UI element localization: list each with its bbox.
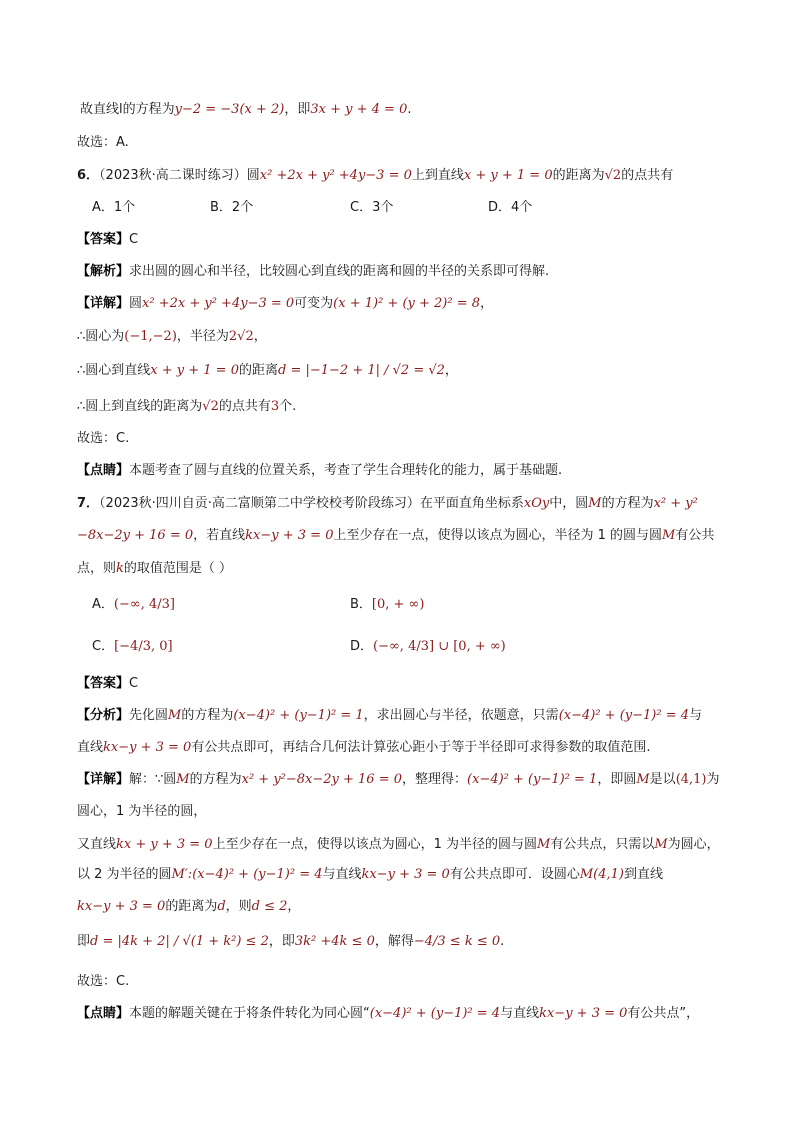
formula: (x−4)² + (y−1)² = 1 bbox=[233, 708, 364, 723]
text: 上至少存在一点，使得以该点为圆心，1 为半径的圆与圆 bbox=[212, 837, 537, 852]
text: 的点共有 bbox=[218, 399, 271, 414]
remark-line bbox=[77, 1005, 699, 1023]
text: 为 bbox=[706, 772, 720, 787]
option-c: C．3个 bbox=[350, 200, 394, 215]
detail-line bbox=[77, 836, 720, 854]
formula: (x−4)² + (y−1)² = 4 bbox=[369, 1006, 501, 1021]
formula: 3 bbox=[270, 399, 280, 414]
analysis-tag: 【分析】 bbox=[77, 708, 130, 723]
answer-value: C bbox=[129, 232, 139, 247]
formula: (−1,−2) bbox=[124, 329, 177, 344]
text: ∴圆上到直线的距离为 bbox=[77, 399, 203, 414]
solution-line bbox=[80, 101, 411, 119]
formula: √2 bbox=[202, 399, 219, 414]
text: 的方程为 bbox=[601, 496, 654, 511]
formula: M bbox=[537, 837, 551, 852]
formula: 3k² +4k ≤ 0 bbox=[294, 934, 375, 949]
detail-line bbox=[77, 771, 720, 789]
text: 又直线 bbox=[77, 837, 117, 852]
formula: d = |−1−2 + 1| / √2 = √2 bbox=[278, 363, 445, 378]
answer-line bbox=[77, 675, 138, 693]
answer-value: C bbox=[129, 676, 139, 691]
formula: d = |4k + 2| / √(1 + k²) ≤ 2 bbox=[90, 934, 269, 949]
option-a: A．1个 bbox=[92, 200, 136, 215]
text: 有公共点即可，再结合几何法计算弦心距小于等于半径即可求得参数的取值范围. bbox=[191, 740, 651, 755]
text: 解：∵圆 bbox=[129, 772, 177, 787]
text: ，则 bbox=[225, 899, 252, 914]
formula: 3x + y + 4 = 0 bbox=[310, 102, 408, 117]
choice-line bbox=[77, 430, 129, 448]
text: 的方程为 bbox=[181, 708, 234, 723]
text: 可变为 bbox=[294, 296, 334, 311]
option-b bbox=[350, 596, 424, 614]
question-number: 6． bbox=[77, 168, 100, 183]
formula: M bbox=[588, 496, 602, 511]
text: 的取值范围是（ ） bbox=[123, 561, 233, 576]
question-7-line bbox=[77, 560, 232, 578]
text: ，整理得： bbox=[402, 772, 468, 787]
text: 上到直线 bbox=[411, 168, 464, 183]
detail-line bbox=[77, 803, 206, 821]
option-c bbox=[92, 638, 173, 656]
detail-line bbox=[77, 898, 300, 916]
text: ， bbox=[253, 329, 267, 344]
text: ，解得 bbox=[374, 934, 414, 949]
formula: (−∞, 4/3] ∪ [0, + ∞) bbox=[373, 639, 506, 654]
text: 故选：A. bbox=[77, 135, 129, 150]
text: 圆 bbox=[129, 296, 143, 311]
text: 即 bbox=[77, 934, 91, 949]
text: 与直线 bbox=[322, 867, 362, 882]
choice-line bbox=[77, 134, 129, 152]
formula: kx−y + 3 = 0 bbox=[103, 740, 192, 755]
analysis-line bbox=[77, 707, 702, 725]
formula: x² + y²−8x−2y + 16 = 0 bbox=[241, 772, 403, 787]
text: C． bbox=[92, 639, 115, 654]
formula: kx−y + 3 = 0 bbox=[539, 1006, 628, 1021]
remark-tag: 【点睛】 bbox=[77, 1006, 130, 1021]
formula: x² +2x + y² +4y−3 = 0 bbox=[142, 296, 295, 311]
text: 有公共点，只需以 bbox=[550, 837, 655, 852]
formula: (4,1) bbox=[675, 772, 707, 787]
text: 的距离为 bbox=[165, 899, 218, 914]
detail-tag: 【详解】 bbox=[77, 296, 130, 311]
detail-line bbox=[77, 933, 504, 951]
question-source: （2023秋·高二课时练习）圆 bbox=[99, 168, 260, 183]
text: 的距离为 bbox=[552, 168, 605, 183]
formula: y−2 = −3(x + 2) bbox=[174, 102, 285, 117]
text: 到直线 bbox=[623, 867, 663, 882]
answer-tag: 【答案】 bbox=[77, 676, 130, 691]
option-b: B．2个 bbox=[210, 200, 254, 215]
formula: x² + y² bbox=[653, 496, 698, 511]
text: ，即 bbox=[268, 934, 295, 949]
analysis-line bbox=[77, 739, 650, 757]
formula: kx + y + 3 = 0 bbox=[116, 837, 213, 852]
text: 故直线l的方程为 bbox=[80, 102, 175, 117]
formula: d bbox=[217, 899, 226, 914]
formula: (x−4)² + (y−1)² = 1 bbox=[467, 772, 598, 787]
formula: −8x−2y + 16 = 0 bbox=[77, 528, 194, 543]
formula: M bbox=[176, 772, 190, 787]
text: 的点共有 bbox=[621, 168, 674, 183]
formula: M bbox=[168, 708, 182, 723]
formula: [−4/3, 0] bbox=[114, 639, 173, 654]
text: D． bbox=[350, 639, 374, 654]
text: 本题考查了圆与直线的位置关系，考查了学生合理转化的能力，属于基础题. bbox=[129, 463, 563, 478]
option-d bbox=[350, 638, 506, 656]
text: 故选：C. bbox=[77, 431, 130, 446]
text: ，即圆 bbox=[597, 772, 637, 787]
question-7-line bbox=[77, 527, 714, 545]
text: ∴圆心为 bbox=[77, 329, 125, 344]
formula: (x−4)² + (y−1)² = 4 bbox=[558, 708, 689, 723]
text: 与 bbox=[689, 708, 703, 723]
text: 点，则 bbox=[77, 561, 117, 576]
detail-tag: 【详解】 bbox=[77, 772, 130, 787]
formula: √2 bbox=[604, 168, 622, 183]
text: 的方程为 bbox=[189, 772, 242, 787]
text: 为圆心， bbox=[667, 837, 720, 852]
formula: M bbox=[636, 772, 650, 787]
option-a bbox=[92, 596, 175, 614]
text: 有公共点”， bbox=[627, 1006, 700, 1021]
text: 与直线 bbox=[500, 1006, 540, 1021]
formula: −4/3 ≤ k ≤ 0 bbox=[413, 934, 501, 949]
remark-line bbox=[77, 462, 562, 480]
remark-tag: 【点睛】 bbox=[77, 463, 130, 478]
formula: M bbox=[654, 837, 668, 852]
question-source: （2023秋·四川自贡·高二富顺第二中学校校考阶段练习）在平面直角坐标系 bbox=[99, 496, 524, 511]
text: 圆心，1 为半径的圆， bbox=[77, 804, 207, 819]
text: ，若直线 bbox=[193, 528, 246, 543]
analysis-line bbox=[77, 263, 549, 281]
formula: kx−y + 3 = 0 bbox=[77, 899, 166, 914]
text: 中，圆 bbox=[549, 496, 589, 511]
text: ，即 bbox=[284, 102, 311, 117]
question-number: 7． bbox=[77, 496, 100, 511]
detail-line bbox=[77, 295, 493, 313]
text: 个. bbox=[279, 399, 297, 414]
option-d: D．4个 bbox=[488, 200, 533, 215]
formula: M(4,1) bbox=[579, 867, 624, 882]
text: 故选：C. bbox=[77, 974, 130, 989]
formula: (−∞, 4/3] bbox=[113, 597, 175, 612]
detail-line bbox=[77, 362, 458, 380]
text: B． bbox=[350, 597, 372, 612]
question-6 bbox=[77, 167, 673, 185]
choice-line bbox=[77, 973, 129, 991]
text: ， bbox=[480, 296, 494, 311]
detail-line bbox=[77, 866, 663, 884]
text: ，半径为 bbox=[176, 329, 229, 344]
text: 先化圆 bbox=[129, 708, 169, 723]
text: A． bbox=[92, 597, 114, 612]
analysis-text: 求出圆的圆心和半径，比较圆心到直线的距离和圆的半径的关系即可得解. bbox=[129, 264, 550, 279]
text: ， bbox=[444, 363, 458, 378]
formula: d ≤ 2 bbox=[251, 899, 288, 914]
formula: k bbox=[116, 561, 124, 576]
text: 上至少存在一点，使得以该点为圆心，半径为 1 的圆与圆 bbox=[333, 528, 663, 543]
text: 以 2 为半径的圆 bbox=[77, 867, 172, 882]
text: ∴圆心到直线 bbox=[77, 363, 151, 378]
formula: x + y + 1 = 0 bbox=[150, 363, 239, 378]
text: 直线 bbox=[77, 740, 104, 755]
detail-line bbox=[77, 328, 267, 346]
formula: M′:(x−4)² + (y−1)² = 4 bbox=[171, 867, 323, 882]
answer-tag: 【答案】 bbox=[77, 232, 130, 247]
formula: (x + 1)² + (y + 2)² = 8 bbox=[333, 296, 480, 311]
question-7 bbox=[77, 495, 698, 513]
formula: 2√2 bbox=[228, 329, 254, 344]
text: 的距离 bbox=[238, 363, 278, 378]
formula: x² +2x + y² +4y−3 = 0 bbox=[259, 168, 412, 183]
text: ，求出圆心与半径，依题意，只需 bbox=[363, 708, 559, 723]
text: 是以 bbox=[649, 772, 676, 787]
formula: x + y + 1 = 0 bbox=[463, 168, 553, 183]
formula: kx−y + 3 = 0 bbox=[245, 528, 334, 543]
detail-line bbox=[77, 398, 296, 416]
formula: [0, + ∞) bbox=[371, 597, 425, 612]
text: 本题的解题关键在于将条件转化为同心圆“ bbox=[129, 1006, 370, 1021]
text: 有公共点即可．设圆心 bbox=[449, 867, 580, 882]
text: . bbox=[500, 934, 505, 949]
answer-line bbox=[77, 231, 138, 249]
formula: kx−y + 3 = 0 bbox=[361, 867, 450, 882]
analysis-tag: 【解析】 bbox=[77, 264, 130, 279]
text: . bbox=[407, 102, 412, 117]
formula: xOy bbox=[523, 496, 550, 511]
formula: M bbox=[662, 528, 676, 543]
text: 有公共 bbox=[675, 528, 715, 543]
text: ， bbox=[287, 899, 301, 914]
